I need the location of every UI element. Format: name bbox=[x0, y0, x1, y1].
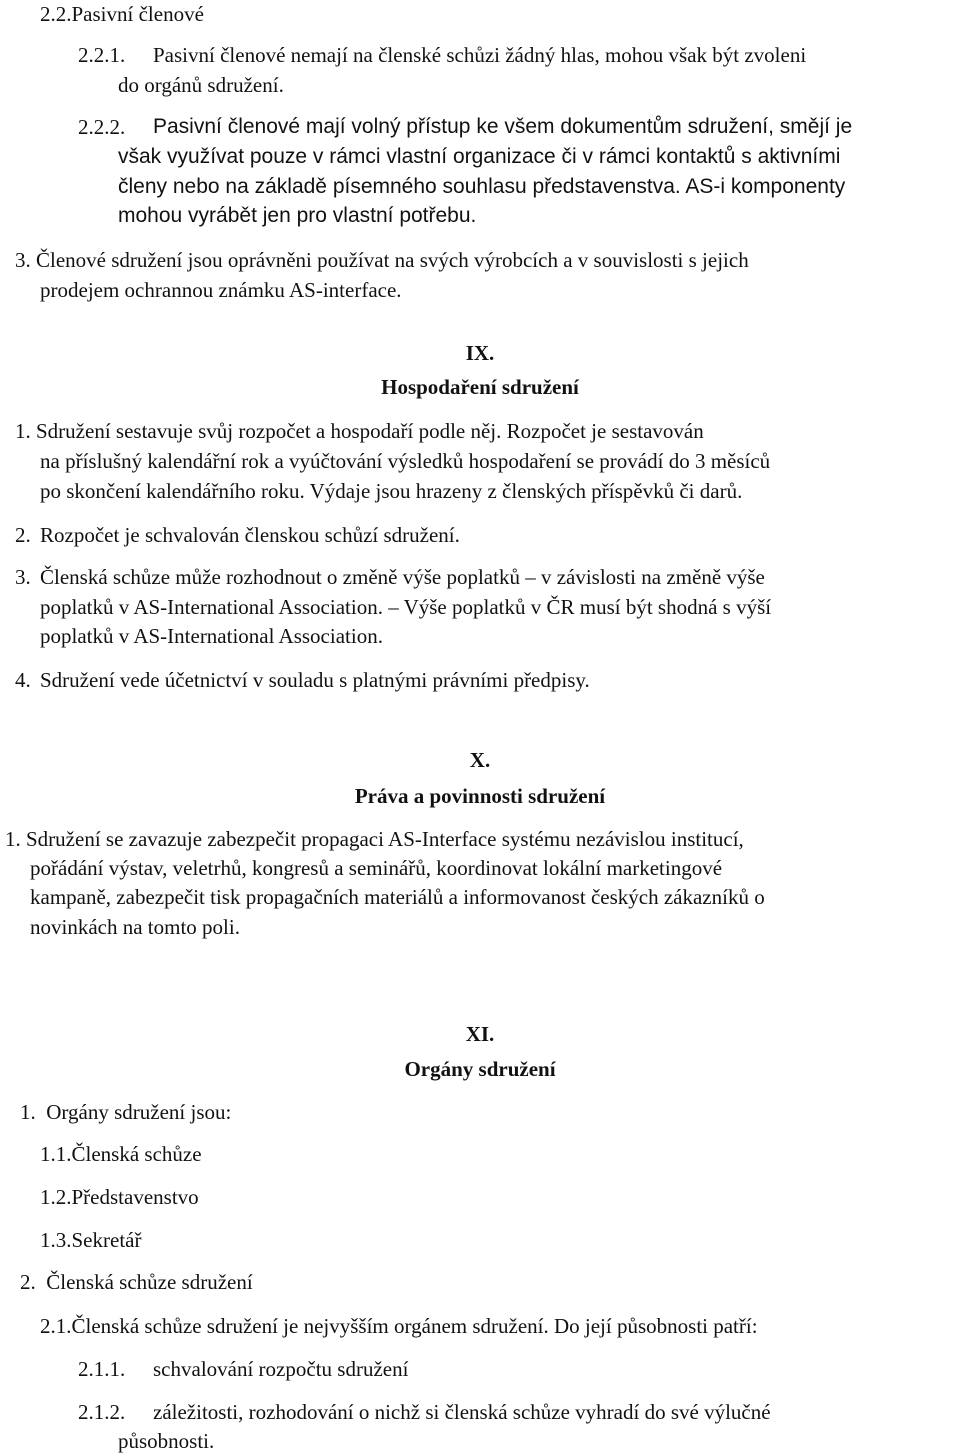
paragraph-3: 3. Členové sdružení jsou oprávněni používat na svých výrobcích a v souvislosti s jejich bbox=[15, 248, 749, 272]
section-number-XI: XI. bbox=[465, 1022, 495, 1046]
item-number-2-2-1: 2.2.1. bbox=[78, 43, 126, 67]
section-title-X: Práva a povinnosti sdružení bbox=[354, 784, 606, 808]
list-item-2: 2. Členská schůze sdružení bbox=[20, 1270, 253, 1294]
paragraph-x-1: 1. Sdružení se zavazuje zabezpečit propagaci AS-Interface systému nezávislou institucí, bbox=[5, 827, 744, 851]
item-number-2-2-2: 2.2.2. bbox=[78, 115, 126, 139]
paragraph-ix-1: po skončení kalendářního roku. Výdaje jsou hrazeny z členských příspěvků či darů. bbox=[40, 479, 743, 503]
list-item-1-2: 1.2.Představenstvo bbox=[40, 1185, 199, 1209]
paragraph-x-1: kampaně, zabezpečit tisk propagačních materiálů a informovanost českých zákazníků o bbox=[30, 885, 765, 909]
section-heading-2-2: 2.2.Pasivní členové bbox=[40, 2, 204, 26]
paragraph-ix-1: na příslušný kalendářní rok a vyúčtování výsledků hospodaření se provádí do 3 měsíců bbox=[40, 449, 771, 473]
paragraph-ix-3: poplatků v AS-International Association. bbox=[40, 624, 383, 648]
list-item-1: 1. Orgány sdružení jsou: bbox=[20, 1100, 232, 1124]
item-text-2-2-1: Pasivní členové nemají na členské schůzi žádný hlas, mohou však být zvoleni bbox=[153, 43, 807, 67]
item-text-2-2-2: Pasivní členové mají volný přístup ke všem dokumentům sdružení, smějí je bbox=[153, 115, 853, 138]
list-item-number-2-1-2: 2.1.2. bbox=[78, 1400, 126, 1424]
section-number-IX: IX. bbox=[465, 341, 495, 365]
paragraph-ix-3: Členská schůze může rozhodnout o změně výše poplatků – v závislosti na změně výše bbox=[40, 565, 765, 589]
list-item-2-1-2: záležitosti, rozhodování o nichž si členská schůze vyhradí do své výlučné bbox=[153, 1400, 771, 1424]
item-text-2-2-2: členy nebo na základě písemného souhlasu představenstva. AS-i komponenty bbox=[118, 175, 846, 198]
item-text-2-2-2: však využívat pouze v rámci vlastní organizace či v rámci kontaktů s aktivními bbox=[118, 145, 841, 168]
list-item-2-1: 2.1.Členská schůze sdružení je nejvyšším orgánem sdružení. Do její působnosti patří: bbox=[40, 1314, 758, 1338]
paragraph-x-1: novinkách na tomto poli. bbox=[30, 915, 240, 939]
list-item-2-1-1: schvalování rozpočtu sdružení bbox=[153, 1357, 409, 1381]
list-item-number-2-1-1: 2.1.1. bbox=[78, 1357, 126, 1381]
paragraph-number-ix-4: 4. bbox=[15, 668, 31, 692]
paragraph-number-ix-2: 2. bbox=[15, 523, 31, 547]
paragraph-ix-1: 1. Sdružení sestavuje svůj rozpočet a hospodaří podle něj. Rozpočet je sestavován bbox=[15, 419, 704, 443]
paragraph-x-1: pořádání výstav, veletrhů, kongresů a seminářů, koordinovat lokální marketingové bbox=[30, 856, 723, 880]
item-text-2-2-1: do orgánů sdružení. bbox=[118, 73, 284, 97]
paragraph-ix-3: poplatků v AS-International Association. – Výše poplatků v ČR musí být shodná s výší bbox=[40, 595, 772, 619]
section-number-X: X. bbox=[469, 748, 491, 772]
list-item-2-1-2: působnosti. bbox=[118, 1429, 215, 1453]
paragraph-ix-2: Rozpočet je schvalován členskou schůzí sdružení. bbox=[40, 523, 460, 547]
paragraph-number-ix-3: 3. bbox=[15, 565, 31, 589]
item-text-2-2-2: mohou vyrábět jen pro vlastní potřebu. bbox=[118, 204, 477, 227]
section-title-XI: Orgány sdružení bbox=[404, 1057, 556, 1081]
list-item-1-3: 1.3.Sekretář bbox=[40, 1228, 142, 1252]
paragraph-ix-4: Sdružení vede účetnictví v souladu s platnými právními předpisy. bbox=[40, 668, 590, 692]
paragraph-3: prodejem ochrannou známku AS-interface. bbox=[40, 278, 402, 302]
list-item-1-1: 1.1.Členská schůze bbox=[40, 1142, 202, 1166]
section-title-IX: Hospodaření sdružení bbox=[381, 375, 579, 399]
